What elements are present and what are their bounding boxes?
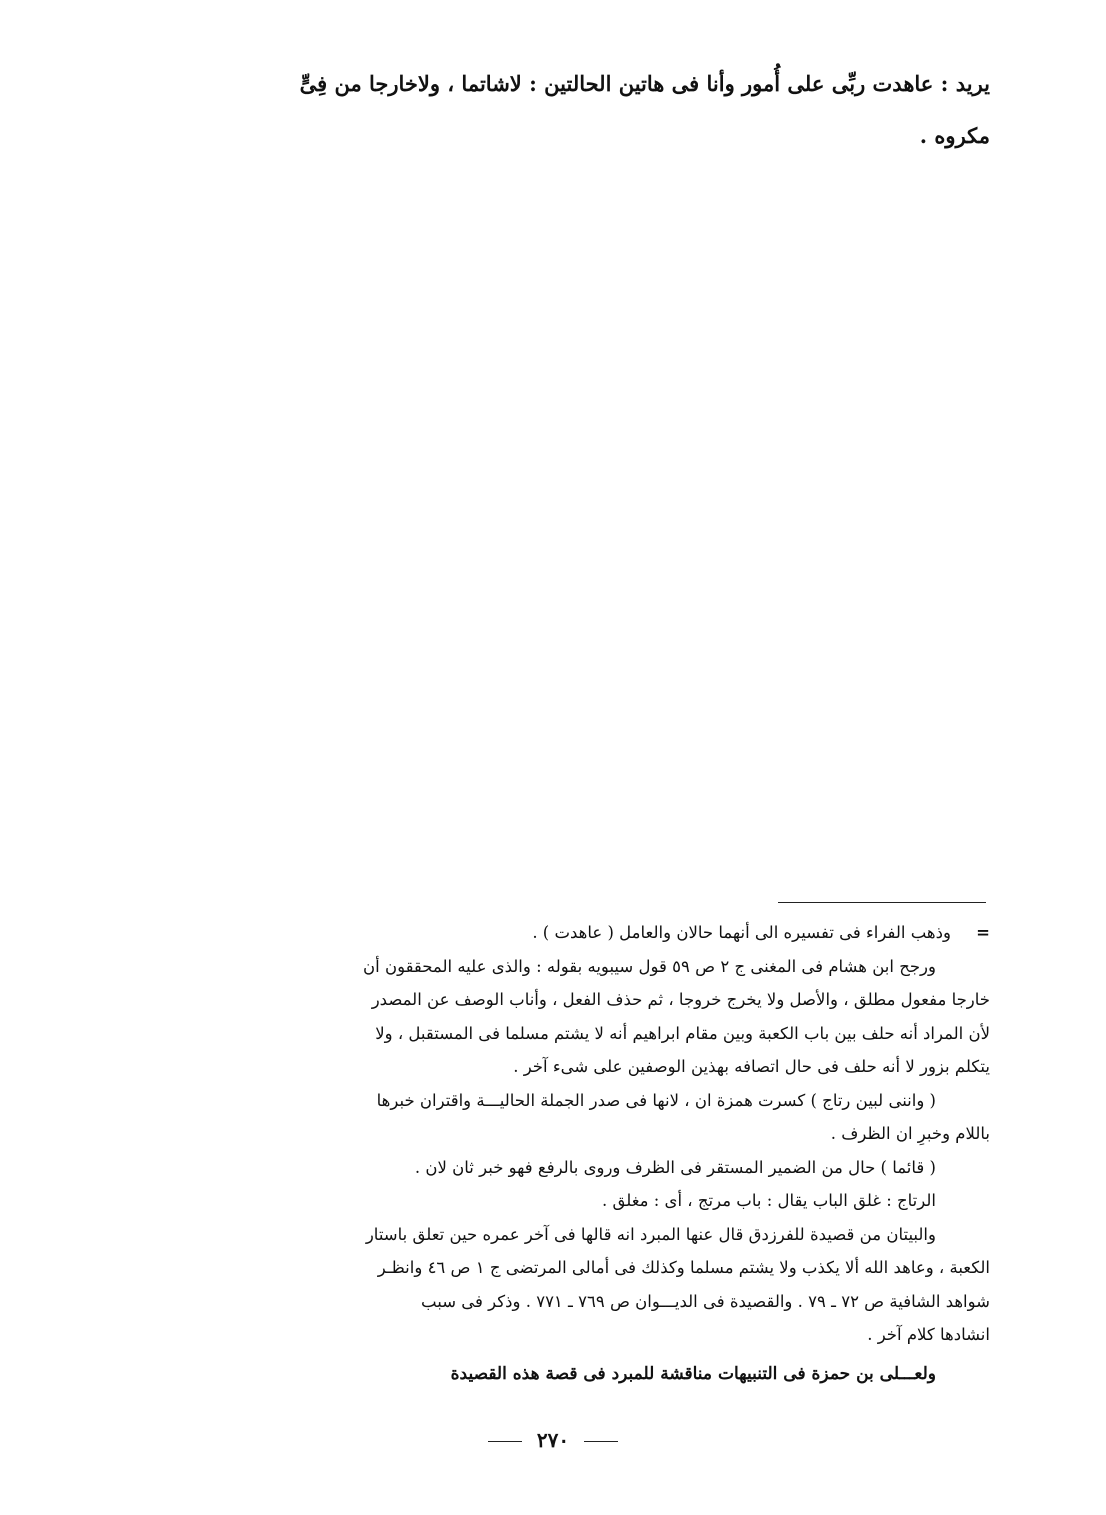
continuation-mark: = xyxy=(976,923,990,942)
main-paragraph xyxy=(120,58,990,162)
page-number-dash xyxy=(584,1441,618,1442)
page-number-dash xyxy=(488,1441,522,1442)
footnote-line: شواهد الشافية ص ٧٢ ـ ٧٩ . والقصيدة فى الديـــوان ص ٧٦٩ ـ ٧٧١ . وذكر فى سبب xyxy=(421,1291,990,1311)
footnote-line: باللام وخبرِ ان الظرف . xyxy=(830,1124,990,1143)
footnote-line: لأن المراد أنه حلف بين باب الكعبة وبين مقام ابراهيم أنه لا يشتم مسلما فى المستقبل ، ولا xyxy=(375,1023,990,1043)
main-paragraph-line: مكروه . xyxy=(919,123,990,148)
footnote-text: وذهب الفراء فى تفسيره الى أنهما حالان والعامل ( عاهدت ) . xyxy=(532,923,951,942)
footnote-line: ( واننى لبين رتاج ) كسرت همزة ان ، لانها فى صدر الجملة الحاليـــة واقتران خبرها xyxy=(376,1090,936,1110)
footnote-line: خارجا مفعول مطلق ، والأصل ولا يخرج خروجا ، ثم حذف الفعل ، وأناب الوصف عن المصدر xyxy=(371,990,990,1009)
footnote-line: ورجح ابن هشام فى المغنى ج ٢ ص ٥٩ قول سيبويه بقوله : والذى عليه المحققون أن xyxy=(363,956,936,976)
footnote-closing-line: ولعـــلى بن حمزة فى التنبيهات مناقشة للمبرد فى قصة هذه القصيدة xyxy=(450,1363,936,1384)
page-number: ٢٧٠ xyxy=(536,1428,570,1452)
footnotes-section xyxy=(132,916,990,1392)
main-paragraph-line: يريد : عاهدت ربِّى على أُمور وأنا فى هاتين الحالتين : لاشاتما ، ولاخارجا من فِىٍّ xyxy=(299,71,990,96)
footnote-line: انشادها كلام آخر . xyxy=(867,1325,990,1344)
footnote-line: الرتاج : غلق الباب يقال : باب مرتج ، أى : مغلق . xyxy=(602,1191,936,1210)
footnote-line xyxy=(132,916,990,950)
footnote-line: الكعبة ، وعاهد الله ألا يكذب ولا يشتم مسلما وكذلك فى أمالى المرتضى ج ١ ص ٤٦ وانظـر xyxy=(377,1258,990,1277)
footnote-divider xyxy=(778,902,986,903)
footnote-line: ( قائما ) حال من الضمير المستقر فى الظرف وروى بالرفع فهو خبر ثان لان . xyxy=(414,1157,936,1177)
page-number-footer xyxy=(0,1428,1106,1452)
footnote-line: والبيتان من قصيدة للفرزدق قال عنها المبرد انه قالها فى آخر عمره حين تعلق باستار xyxy=(365,1224,936,1244)
footnote-line: يتكلم بزور لا أنه حلف فى حال اتصافه بهذين الوصفين على شىء آخر . xyxy=(513,1057,990,1076)
